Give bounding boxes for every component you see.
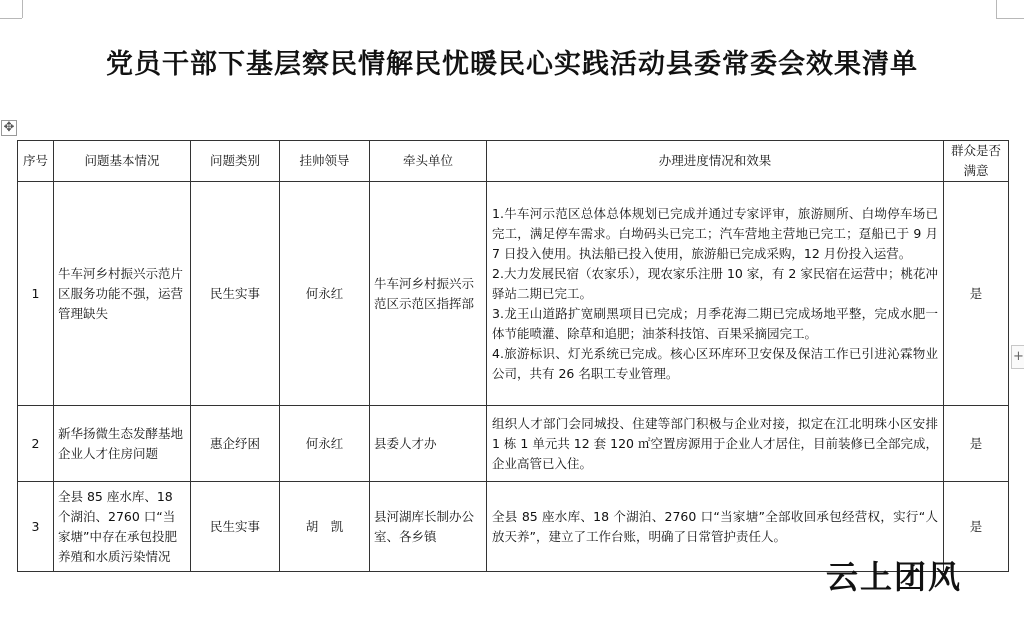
table-row — [18, 182, 1009, 406]
results-table — [17, 140, 1009, 572]
page-corner-mark — [996, 0, 997, 18]
row-satisfied: 是 — [944, 406, 1009, 482]
page-corner-mark — [996, 18, 1024, 19]
row-problem: 牛车河乡村振兴示范片区服务功能不强，运营管理缺失 — [54, 182, 191, 406]
row-leader: 何永红 — [280, 406, 370, 482]
row-unit: 牛车河乡村振兴示范区示范区指挥部 — [370, 182, 487, 406]
row-progress — [487, 406, 944, 482]
header-unit: 牵头单位 — [370, 141, 487, 182]
row-category: 惠企纾困 — [191, 406, 280, 482]
row-problem: 新华扬微生态发酵基地企业人才住房问题 — [54, 406, 191, 482]
table-header-row — [18, 141, 1009, 182]
page-corner-mark — [0, 18, 22, 19]
row-progress — [487, 182, 944, 406]
header-progress: 办理进度情况和效果 — [487, 141, 944, 182]
table-row — [18, 406, 1009, 482]
row-category: 民生实事 — [191, 482, 280, 572]
watermark-logo: 云上团风 — [826, 558, 963, 596]
row-problem: 全县 85 座水库、18 个湖泊、2760 口“当家塘”中存在承包投肥养殖和水质污染情况 — [54, 482, 191, 572]
row-leader: 何永红 — [280, 182, 370, 406]
progress-item: 组织人才部门会同城投、住建等部门积极与企业对接，拟定在江北明珠小区安排 1 栋 1 单元共 12 套 120 ㎡空置房源用于企业人才居住，目前装修已全部完成，企业高管已入住。 — [492, 415, 938, 471]
header-category: 问题类别 — [191, 141, 280, 182]
progress-item: 3.龙王山道路扩宽刷黑项目已完成；月季花海二期已完成场地平整，完成水肥一体节能喷灌、除草和追肥；油茶科技馆、百果采摘园完工。 — [492, 305, 938, 341]
header-no: 序号 — [18, 141, 54, 182]
row-no: 1 — [18, 182, 54, 406]
header-leader: 挂帅领导 — [280, 141, 370, 182]
header-problem: 问题基本情况 — [54, 141, 191, 182]
row-category: 民生实事 — [191, 182, 280, 406]
page-corner-mark — [22, 0, 23, 18]
row-satisfied: 是 — [944, 482, 1009, 572]
row-unit: 县河湖库长制办公室、各乡镇 — [370, 482, 487, 572]
row-satisfied: 是 — [944, 182, 1009, 406]
row-unit: 县委人才办 — [370, 406, 487, 482]
progress-item: 2.大力发展民宿（农家乐），现农家乐注册 10 家，有 2 家民宿在运营中；桃花冲驿站二期已完工。 — [492, 265, 938, 301]
plus-icon[interactable]: + — [1011, 345, 1024, 369]
table-move-handle-icon[interactable]: ✥ — [1, 120, 17, 136]
progress-item: 全县 85 座水库、18 个湖泊、2760 口“当家塘”全部收回承包经营权，实行“人放天养”，建立了工作台账，明确了日常管护责任人。 — [492, 508, 938, 544]
progress-item: 4.旅游标识、灯光系统已完成。核心区环库环卫安保及保洁工作已引进沁霖物业公司，共有 26 名职工专业管理。 — [492, 345, 938, 381]
row-no: 2 — [18, 406, 54, 482]
progress-item: 1.牛车河示范区总体总体规划已完成并通过专家评审，旅游厕所、白坳停车场已完工，满足停车需求。白坳码头已完工；汽车营地主营地已完工；趸船已于 9 月 7 日投入使用。执法船已投入使用，旅游船已完成采购，12 月份投入运营。 — [492, 205, 938, 261]
row-leader: 胡 凯 — [280, 482, 370, 572]
document-title: 党员干部下基层察民情解民忧暖民心实践活动县委常委会效果清单 — [106, 49, 918, 80]
row-no: 3 — [18, 482, 54, 572]
header-satisfied: 群众是否满意 — [944, 141, 1009, 182]
